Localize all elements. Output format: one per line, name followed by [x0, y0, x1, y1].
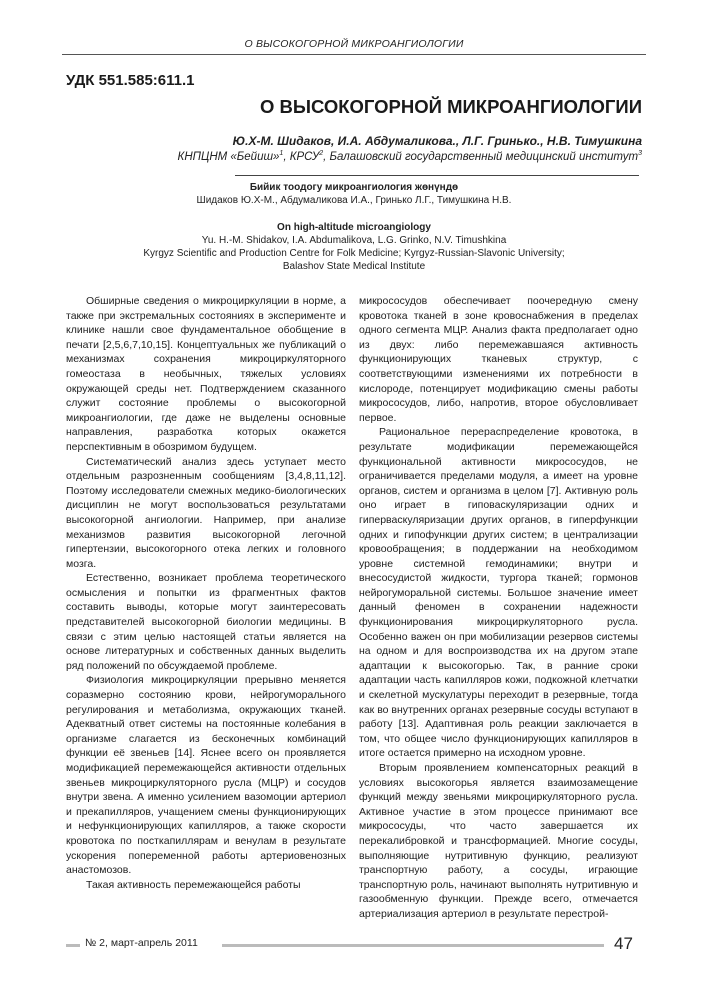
running-head: О ВЫСОКОГОРНОЙ МИКРОАНГИОЛОГИИ: [244, 38, 464, 50]
paragraph: Такая активность перемежающейся работы: [86, 878, 301, 891]
abstract-ky-title: Бийик тоодогу микроангиология жөнүндө: [249, 182, 459, 193]
affiliation-1: КНПЦНМ «Бейиш»: [177, 150, 280, 163]
abstract-en-affil-1: Kyrgyz Scientific and Production Centre for Folk Medicine; Kyrgyz-Russian-Slavonic University;: [143, 248, 565, 259]
paragraph: Обширные сведения о микроциркуляции в норме, а также при экстремальных состояниях в эксперименте и клинике нашли свое фундаментальное обобщение в печати [2,5,6,7,10,15]. Концептуальных же публикаций о механизмах сохранения микроциркуляторного гомеостаза в необычных, тяжелых условиях окружающей среды нет. Подтверждением сказанного служит состояние проблемы о высокогорной микроангиологии, где даже не выделены основные направления, разработка которых окажется перспективным в обозримом будущем.: [66, 295, 346, 453]
paragraph: Физиология микроциркуляции прерывно меняется соразмерно состоянию крови, нейрогуморального регулирования и метаболизма, окружающих тканей. Адекватный ответ системы на постоянные колебания в организме слагается из бесконечных комбинаций функции её звеньев [14]. Яснее всего он проявляется модификацией перемежающейся активности отдельных звеньев микроциркуляторного русла (МЦР) и сосудов внутри звена. А именно усилением вазомоции артериол и прекапилляров, учащением смены функционирующих и нефункционирующих капилляров, а также скорости кровотока по посткапиллярам и венулам в результате ускорения попеременной работы артериовенозных анастомозов.: [66, 674, 346, 877]
page-number: 47: [614, 934, 633, 953]
paragraph: Систематический анализ здесь уступает место отдельным разрозненным сообщениям [3,4,8,11,12]. Поэтому исследователи смежных медико-биологических дисциплин не могут воспользоваться результатами высокогорной ангиологии. Например, при анализе механизмов развития высокогорной легочной гипертензии, высокогорного отека легких и головного мозга.: [66, 455, 346, 570]
footer-rule-right: [222, 944, 604, 947]
affiliation-2-mark: 2: [319, 150, 324, 157]
affiliation-3-mark: 3: [638, 150, 642, 157]
article-authors: Ю.Х-М. Шидаков, И.А. Абдумаликова., Л.Г. Гринько., Н.В. Тимушкина: [232, 134, 642, 148]
abstract-en-authors: Yu. H.-M. Shidakov, I.A. Abdumalikova, L.G. Grinko, N.V. Timushkina: [201, 235, 507, 246]
footer-rule-left: [66, 944, 80, 947]
body-column-left: [66, 294, 346, 892]
abstract-en-affil-2: Balashov State Medical Institute: [282, 261, 426, 272]
affiliation-1-mark: 1: [279, 150, 284, 157]
title-rule: [235, 175, 639, 176]
paragraph: Вторым проявлением компенсаторных реакций в условиях высокогорья является взаимозамещение функций между звеньями микроциркуляторного русла. Активное участие в этом процессе принимают все микрососуды, что часто завершается их перекалибровкой и трансформацией. Многие сосуды, выполняющие нутритивную функцию, реализуют транспортную работу, а сосуды, играющие транспортную роль, начинают выполнять нутритивную и газообменную функции. Прежде всего, отмечается артериализация артериол в результате перестрой-: [359, 762, 638, 920]
paragraph: Естественно, возникает проблема теоретического осмысления и попытки из фрагментных фактов составить выводы, которые могут заинтересовать представителей высокогорной биологии медицины. В связи с этим целью настоящей статьи является на основе литературных и собственных данных выделить ряд положений по обсуждаемой проблеме.: [66, 572, 346, 672]
affiliation-2: , КРСУ: [283, 150, 320, 163]
abstract-ky-authors: Шидаков Ю.Х-М., Абдумаликова И.А., Гринько Л.Г., Тимушкина Н.В.: [196, 195, 512, 206]
header-rule: [62, 54, 646, 55]
udk-code: УДК 551.585:611.1: [66, 72, 195, 89]
affiliation-3: , Балашовский государственный медицинский институт: [323, 150, 639, 163]
abstract-en-title: On high-altitude microangiology: [277, 222, 431, 233]
article-title: О ВЫСОКОГОРНОЙ МИКРОАНГИОЛОГИИ: [259, 96, 642, 117]
abstract-en-heading: [66, 221, 642, 234]
article-affiliation: [66, 150, 642, 163]
paragraph: Рациональное перераспределение кровотока, в результате модификации перемежающейся функциональной активности микрососудов, не ограничивается пределами модуля, а имеет на уровне органов, систем и организма в целом [7]. Активную роль оно играет в гиповаскуляризации одних и гиперваскуляризации других органов, в гиперфункции одних и гипофункции других систем; в централизации кровообращения; в поддержании на необходимом уровне системной гемодинамики; внутри и внесосудистой жидкости, тургора тканей; гормонов нейрогуморальной системы. Большое значение имеет данный феномен в сохранении надежности функционирования микроциркуляторного русла. Особенно важен он при мобилизации резервов системы на одном и для воспроизводства их на другом этапе адаптации к высокогорью. Так, в ранние сроки адаптации часть капилляров кожи, подкожной клетчатки и скелетной мускулатуры переходит в резервные, тогда как во внутренних органах резервные сосуды вступают в работу [13]. Адаптивная роль реакции заключается в том, что общее число функционирующих капилляров в итоге остается примерно на исходном уровне.: [359, 426, 638, 760]
issue-info: № 2, март-апрель 2011: [80, 937, 203, 949]
body-column-right: [359, 294, 638, 922]
abstract-ky-heading: [66, 181, 642, 194]
paragraph: микрососудов обеспечивает поочередную смену кровотока тканей в зоне кровоснабжения в пределах одного сегмента МЦР. Анализ факта предполагает одно из двух: либо перемежавшаяся активность функционирующих тканевых структур, с соответствующими изменениями их потребности в кислороде, потенцирует модификацию смены работы микрососудов, либо, напротив, второе обусловливает первое.: [359, 295, 638, 424]
